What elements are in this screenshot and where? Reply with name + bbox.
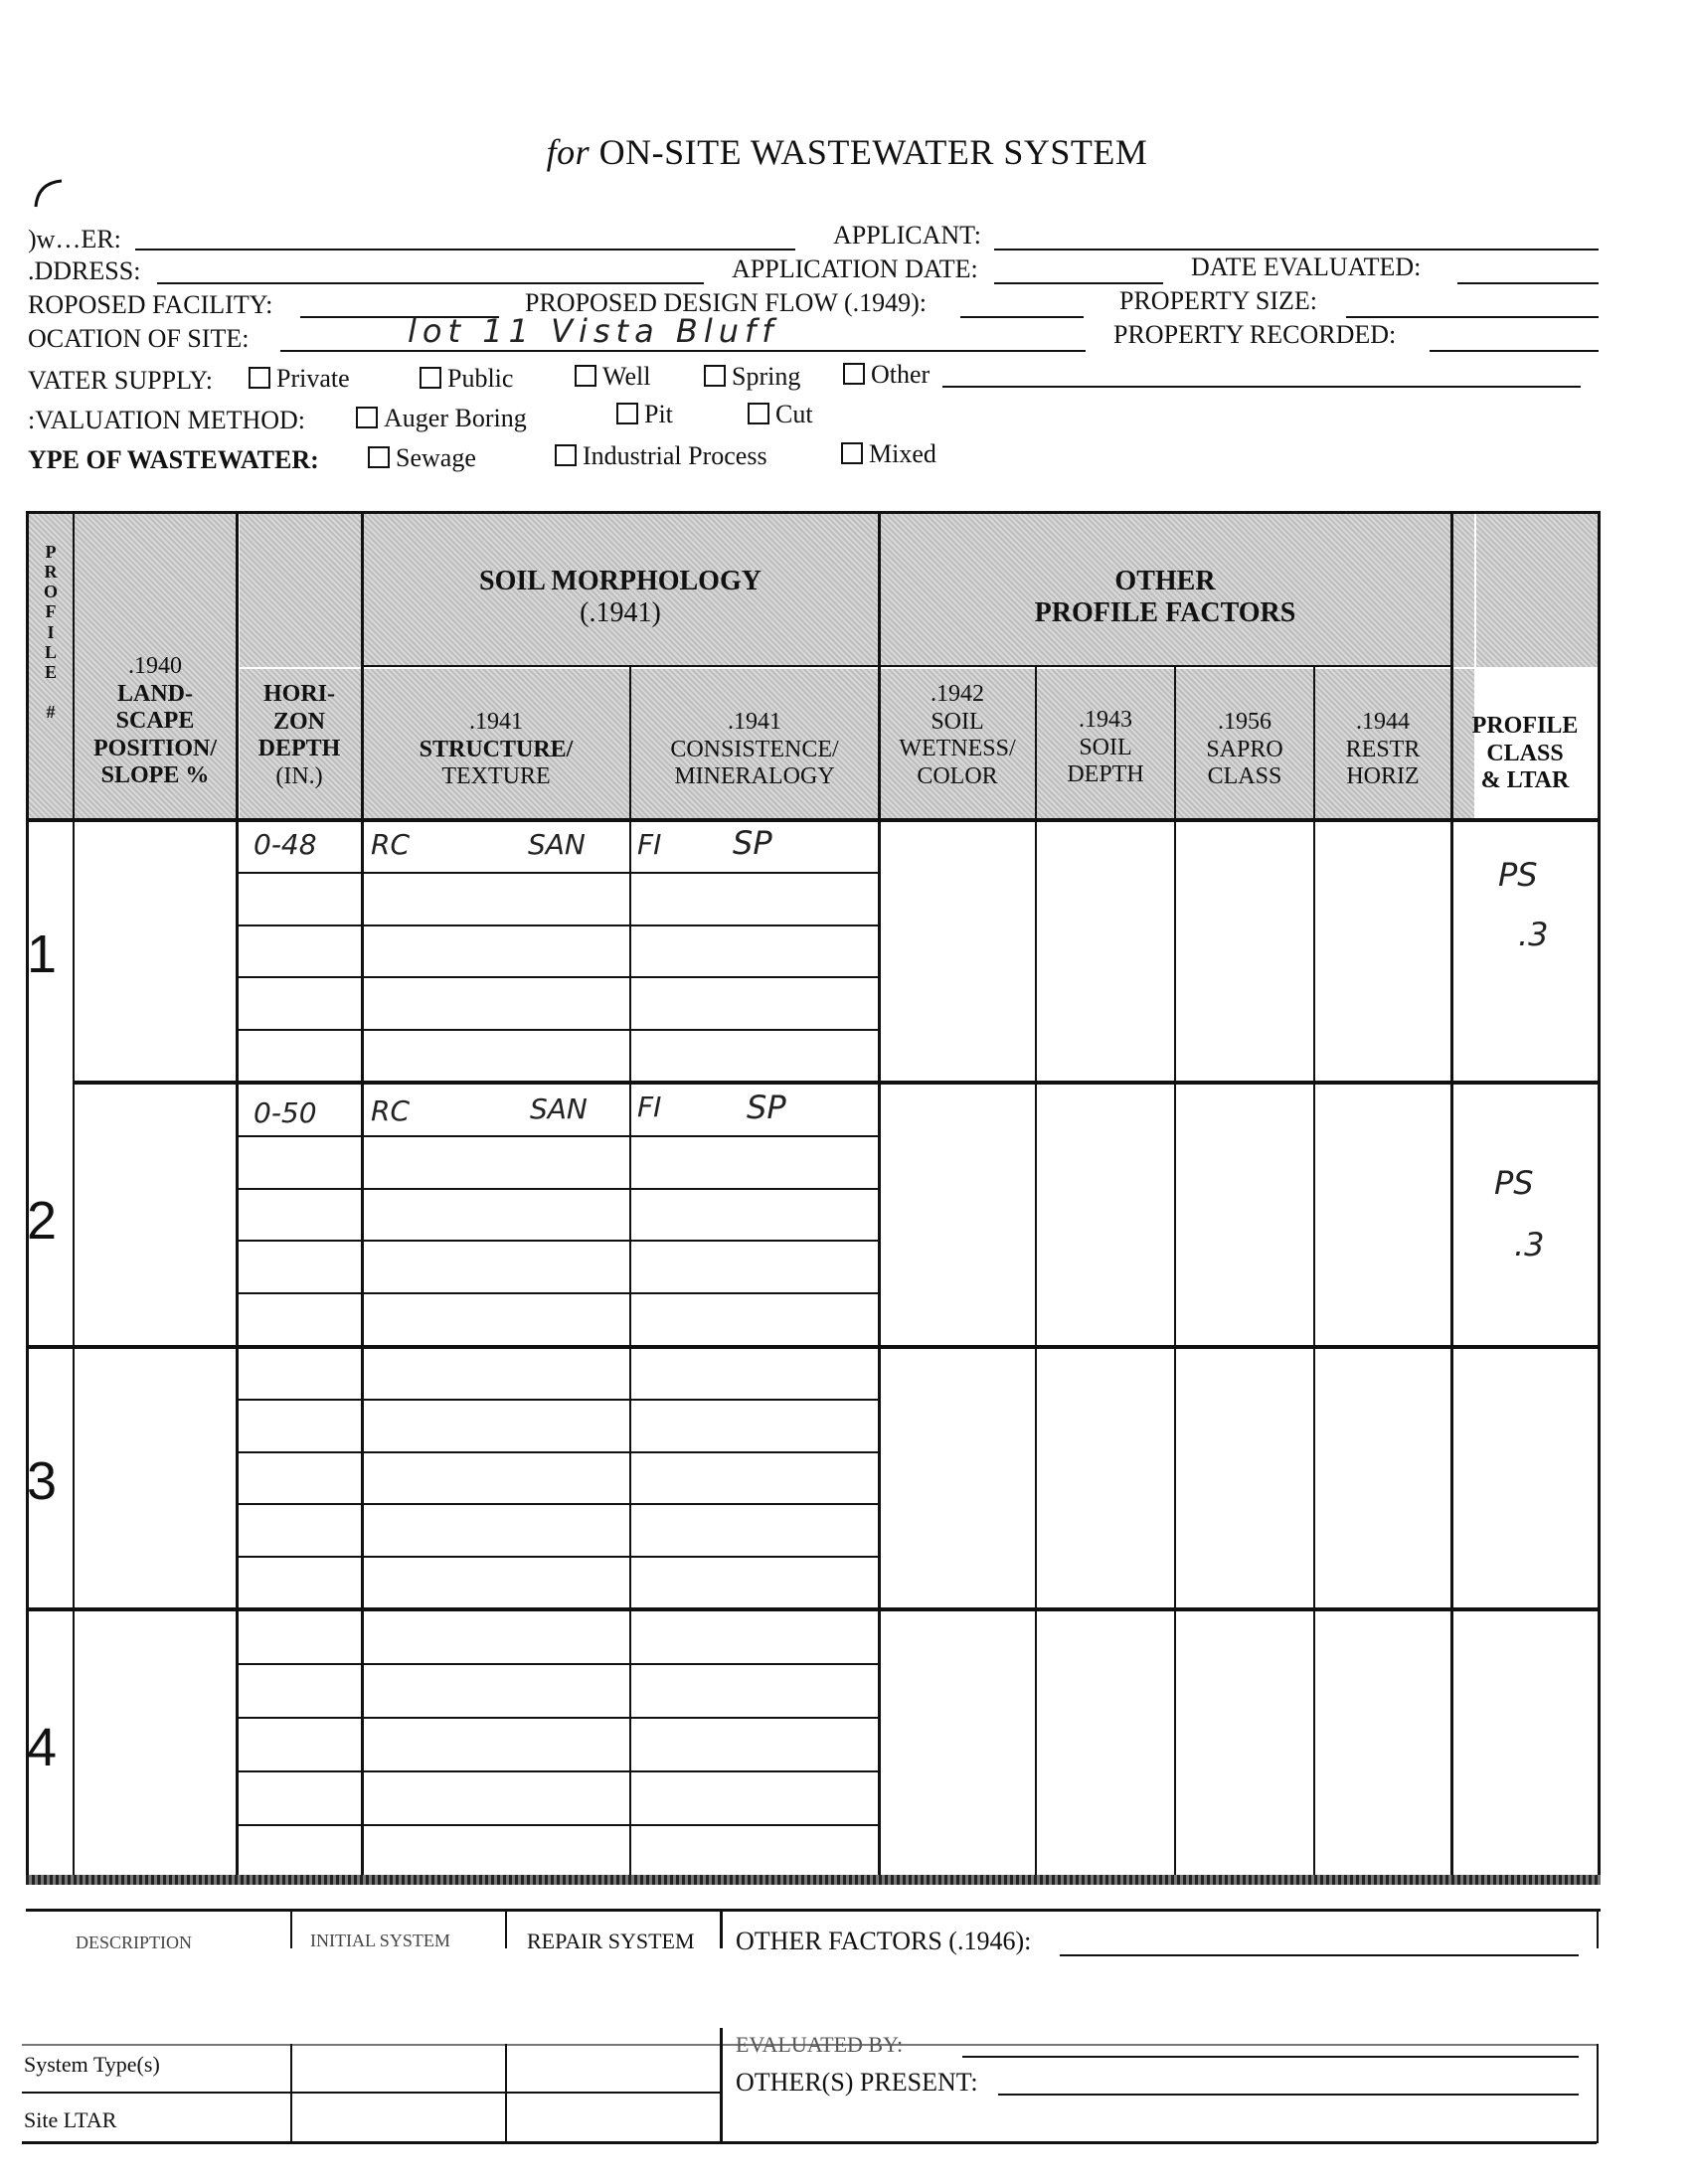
row-number-1: 1 (27, 924, 58, 984)
eval-pit-checkbox[interactable]: Pit (616, 400, 673, 429)
row2-texture: SAN (530, 1092, 588, 1125)
wastewater-type-label: YPE OF WASTEWATER: (28, 445, 319, 474)
row2-mineralogy: SP (747, 1089, 786, 1126)
water-private-checkbox[interactable]: Private (249, 364, 350, 394)
applicant-field[interactable] (994, 249, 1599, 251)
water-well-checkbox[interactable]: Well (575, 362, 650, 392)
subrow-line (236, 1292, 878, 1294)
ww-mixed-checkbox[interactable]: Mixed (841, 439, 936, 469)
eval-cut-checkbox[interactable]: Cut (748, 400, 813, 429)
other-factors-label: OTHER FACTORS (.1946): (736, 1927, 1032, 1955)
subrow-line (236, 1503, 878, 1505)
other-profile-factors-header: OTHER PROFILE FACTORS (1034, 566, 1296, 629)
applicant-label: APPLICANT: (833, 221, 981, 250)
location-label: OCATION OF SITE: (28, 324, 250, 353)
system-types-label: System Type(s) (24, 2052, 160, 2077)
col-landscape-header: .1940 LAND- SCAPE POSITION/ SLOPE % (92, 653, 218, 789)
evaluation-method-label: :VALUATION METHOD: (28, 406, 306, 434)
soil-profile-table (26, 511, 1601, 1881)
ww-sewage-checkbox[interactable]: Sewage (368, 443, 476, 473)
water-other-field[interactable] (942, 386, 1581, 388)
other-factors-field[interactable] (1060, 1954, 1579, 1956)
location-field[interactable] (280, 350, 1086, 352)
row2-consistence: FI (637, 1091, 662, 1123)
row1-class: PS (1498, 856, 1538, 894)
owner-label: )w…ER: (28, 225, 121, 253)
soil-morphology-header: SOIL MORPHOLOGY (.1941) (479, 566, 762, 629)
title-prefix: for (546, 132, 591, 172)
row2-ltar: .3 (1514, 1226, 1545, 1263)
date-evaluated-field[interactable] (1457, 282, 1599, 284)
subrow-line (236, 1399, 878, 1401)
row-number-4: 4 (27, 1718, 58, 1777)
description-col-header: DESCRIPTION (76, 1932, 193, 1952)
initial-system-col-header: INITIAL SYSTEM (310, 1931, 450, 1950)
col-horizon-depth-header: HORI- ZON DEPTH (IN.) (257, 681, 341, 789)
property-size-label: PROPERTY SIZE: (1119, 286, 1317, 315)
application-date-field[interactable] (994, 282, 1163, 284)
row1-consistence: FI (637, 828, 662, 861)
bracket-mark-icon (28, 177, 68, 217)
row-number-2: 2 (27, 1191, 58, 1251)
others-present-label: OTHER(S) PRESENT: (736, 2068, 978, 2097)
eval-auger-checkbox[interactable]: Auger Boring (356, 404, 527, 433)
col-structure-texture-header: .1941 STRUCTURE/ TEXTURE (419, 709, 574, 790)
col-consistence-header: .1941 CONSISTENCE/ MINERALOGY (670, 709, 839, 790)
others-present-field[interactable] (998, 2094, 1579, 2096)
location-value: lot 11 Vista Bluff (408, 312, 779, 350)
property-recorded-label: PROPERTY RECORDED: (1113, 320, 1397, 349)
row1-mineralogy: SP (733, 824, 772, 862)
col-sapro-header: .1956 SAPRO CLASS (1206, 709, 1283, 790)
row1-depth: 0-48 (254, 828, 317, 861)
subrow-line (236, 1663, 878, 1665)
row1-ltar: .3 (1518, 916, 1549, 953)
date-evaluated-label: DATE EVALUATED: (1191, 252, 1422, 281)
subrow-line (236, 1451, 878, 1453)
col-profile-class-header: PROFILE CLASS & LTAR (1471, 713, 1579, 794)
subrow-line (236, 1029, 878, 1031)
repair-system-col-header: REPAIR SYSTEM (527, 1929, 695, 1953)
design-flow-label: PROPOSED DESIGN FLOW (.1949): (525, 288, 927, 317)
row2-structure: RC (371, 1094, 411, 1127)
form-title (0, 131, 1694, 173)
subrow-line (236, 924, 878, 926)
owner-field[interactable] (135, 249, 795, 251)
table-bottom-bar (26, 1875, 1601, 1885)
col-restr-header: .1944 RESTR HORIZ (1345, 709, 1421, 790)
subrow-line (236, 1188, 878, 1190)
subrow-line (236, 1717, 878, 1719)
subrow-line (236, 976, 878, 978)
row1-texture: SAN (528, 828, 586, 861)
row-number-3: 3 (27, 1451, 58, 1511)
property-recorded-field[interactable] (1430, 350, 1599, 352)
row2-depth: 0-50 (254, 1096, 317, 1129)
subrow-line (236, 1770, 878, 1772)
col-wetness-header: .1942 SOIL WETNESS/ COLOR (899, 681, 1016, 789)
site-ltar-label: Site LTAR (24, 2107, 117, 2132)
profile-number-header: P R O F I L E # (43, 542, 58, 723)
evaluated-by-label: EVALUATED BY: (736, 2032, 904, 2057)
proposed-facility-label: ROPOSED FACILITY: (28, 290, 273, 319)
subrow-line (236, 1135, 878, 1137)
subrow-line (236, 1556, 878, 1558)
col-soil-depth-header: .1943 SOIL DEPTH (1067, 707, 1144, 788)
address-label: .DDRESS: (28, 256, 141, 285)
header-shade-right (1476, 514, 1598, 667)
water-supply-label: VATER SUPPLY: (28, 366, 213, 395)
subrow-line (236, 1240, 878, 1242)
row2-class: PS (1494, 1164, 1534, 1202)
design-flow-field[interactable] (960, 316, 1084, 318)
title-main: ON-SITE WASTEWATER SYSTEM (598, 132, 1148, 172)
subrow-line (236, 1824, 878, 1826)
water-public-checkbox[interactable]: Public (420, 364, 513, 394)
evaluated-by-field[interactable] (962, 2056, 1579, 2058)
subrow-line (236, 872, 878, 874)
water-other-checkbox[interactable]: Other (843, 360, 930, 390)
application-date-label: APPLICATION DATE: (732, 254, 978, 283)
address-field[interactable] (157, 282, 704, 284)
water-spring-checkbox[interactable]: Spring (704, 362, 800, 392)
ww-industrial-checkbox[interactable]: Industrial Process (555, 441, 767, 471)
property-size-field[interactable] (1346, 316, 1599, 318)
row1-structure: RC (371, 828, 411, 861)
